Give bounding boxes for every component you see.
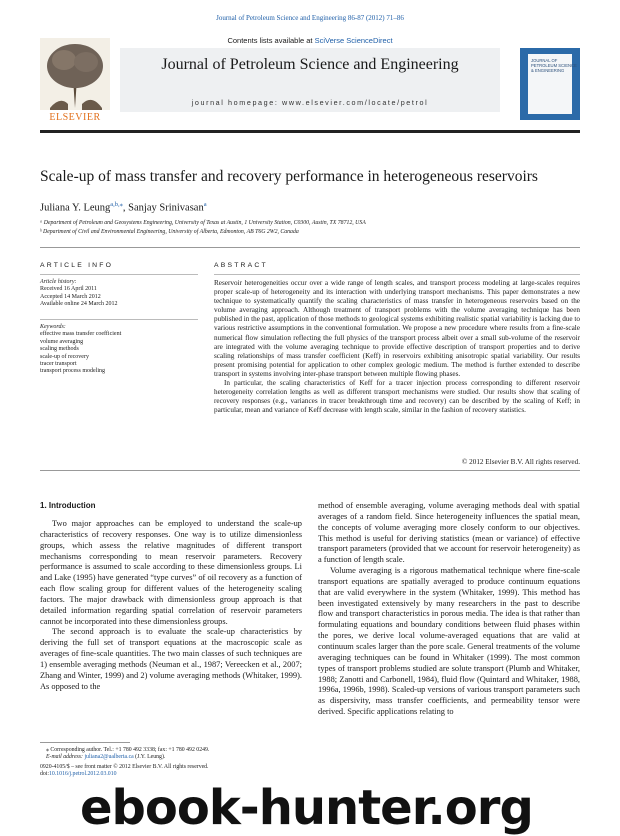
keywords-block bbox=[40, 324, 198, 376]
cover-title: JOURNAL OF PETROLEUM SCIENCE & ENGINEERING bbox=[531, 58, 577, 73]
body-paragraph: The second approach is to evaluate the scale-up characteristics by deriving the full set of transport equations at the macroscopic scale as averages of fine-scale quantities. The two main classes of such techniques are 1) ensemble averaging methods (Neuman et al., 1987; Vereecken et al., 2007; Zhang and Winter, 1999) and 2) volume averaging methods (Whitaker, 1999). As opposed to the bbox=[40, 627, 302, 691]
abstract-rule bbox=[214, 274, 580, 275]
keyword: scale-up of recovery bbox=[40, 353, 89, 360]
watermark: ebook-hunter.org bbox=[80, 780, 533, 836]
keyword: tracer transport bbox=[40, 361, 77, 368]
abstract-body bbox=[214, 279, 580, 415]
abstract-bottom-rule bbox=[40, 470, 580, 471]
section-heading: 1. Introduction bbox=[40, 501, 96, 510]
keyword: volume averaging bbox=[40, 338, 84, 345]
author-list bbox=[40, 200, 207, 214]
keywords-rule bbox=[40, 319, 198, 320]
article-info-heading: ARTICLE INFO bbox=[40, 262, 114, 269]
keyword: scaling methods bbox=[40, 346, 79, 353]
elsevier-logo bbox=[40, 38, 110, 124]
author-name[interactable]: Juliana Y. Leung bbox=[40, 202, 111, 214]
footnote bbox=[46, 747, 302, 761]
email-suffix: (J.Y. Leung). bbox=[133, 754, 166, 760]
affiliation-b: ᵇ Department of Civil and Environmental Engineering, University of Alberta, Edmonton, AB T6G 2W2, Canada bbox=[40, 229, 299, 235]
footnote-rule bbox=[40, 742, 130, 743]
article-info-rule bbox=[40, 274, 198, 275]
author-separator: , bbox=[122, 202, 129, 214]
author-name[interactable]: Sanjay Srinivasan bbox=[128, 202, 204, 214]
email-label: E-mail address: bbox=[46, 754, 85, 760]
issn-line: 0920-4105/$ – see front matter © 2012 Elsevier B.V. All rights reserved. bbox=[40, 764, 209, 770]
accepted-date: Accepted 14 March 2012 bbox=[40, 293, 101, 300]
affiliation-a: ᵃ Department of Petroleum and Geosystems Engineering, University of Texas at Austin, 1 University Station, C0300, Austin, TX 78712, USA bbox=[40, 220, 366, 226]
received-date: Received 16 April 2011 bbox=[40, 286, 97, 293]
intro-left-column bbox=[40, 519, 302, 693]
issn-doi bbox=[40, 764, 302, 778]
article-title: Scale-up of mass transfer and recovery performance in heterogeneous reservoirs bbox=[40, 168, 538, 185]
abstract-paragraph: Reservoir heterogeneities occur over a wide range of length scales, and transport process modeling at large-scales requires proper scale-up of heterogeneity and its interaction with underlying transport mechanisms. This paper demonstrates a new technique to systematically quantify the scaling characteristics of mass transfer in heterogeneous reservoirs based on the volume averaging approach. Although treatment of transport problems with the volume averaging technique has been published in the past, application of those methods to geological systems exhibiting realistic spatial variability is lacking due to various restrictive assumptions in the conventional formulation. We propose a new procedure where results from a fine-scale numerical flow simulation reflecting the full physics of the transport process albeit over a small sub-volume of the reservoir are integrated with the volume averaging technique to provide effective description of transport properties and to derive scaling relationships of mass transfer coefficient (Keff) in reservoirs exhibiting anisotropic spatial variability. Our results present promising potential for application to other complex geologic medium. The method is further extended to describe transport in systems involving inter-phase transport between multiple flowing phases. bbox=[214, 279, 580, 378]
elsevier-wordmark: ELSEVIER bbox=[49, 112, 101, 123]
article-history bbox=[40, 279, 198, 309]
journal-reference[interactable]: Journal of Petroleum Science and Engineering 86-87 (2012) 71–86 bbox=[216, 14, 404, 22]
email-link[interactable]: juliana2@ualberta.ca bbox=[84, 754, 134, 760]
journal-title: Journal of Petroleum Science and Engineering bbox=[161, 56, 459, 73]
author-affiliation-marker[interactable]: a,b,⁎ bbox=[110, 201, 123, 208]
affiliation-rule bbox=[40, 247, 580, 248]
journal-homepage[interactable]: journal homepage: www.elsevier.com/locate/petrol bbox=[191, 98, 429, 107]
history-label: Article history: bbox=[40, 279, 77, 285]
header-rule bbox=[40, 130, 580, 133]
keyword: effective mass transfer coefficient bbox=[40, 331, 122, 338]
copyright-line: © 2012 Elsevier B.V. All rights reserved. bbox=[461, 458, 580, 466]
corresponding-author-note: ⁎ Corresponding author. Tel.: +1 780 492 3338; fax: +1 780 492 0249. bbox=[46, 747, 210, 753]
journal-cover bbox=[520, 48, 580, 120]
sciencedirect-link[interactable]: SciVerse ScienceDirect bbox=[314, 36, 393, 45]
abstract-paragraph: In particular, the scaling characteristics of Keff for a tracer injection process corresponding to different reservoir heterogeneity correlation lengths as well as different transport mechanisms were studied. Our results show that scaling of recovery responses (e.g., variances in tracer breakthrough time and recovery) can be described by the scaling of Keff; in particular, mean and variance of Keff decrease with length scale, similar in the fashion of recovery statistics. bbox=[214, 379, 580, 415]
doi-link[interactable]: 10.1016/j.petrol.2012.03.010 bbox=[49, 771, 117, 777]
body-paragraph: method of ensemble averaging, volume averaging methods deal with spatial averages of a random field. Since heterogeneity influences the spatial mean, the concepts of volume averaging more closely conform to our objectives. This method is useful for deriving statistics (mean or variance) of effective transport parameters (provided that we account for reservoir heterogeneity) as a function of length scale. bbox=[318, 501, 580, 565]
keyword: transport process modeling bbox=[40, 368, 105, 375]
doi-label: doi: bbox=[40, 771, 50, 777]
online-date: Available online 24 March 2012 bbox=[40, 301, 118, 308]
body-paragraph: Two major approaches can be employed to understand the scale-up characteristics of recovery responses. One way is to utilize dimensionless groups, which assess the relative magnitudes of different transport mechanisms corresponding to mean reservoir parameters. Recovery performance is assumed to scale according to these dimensionless groups. Li and Lake (1995) have generated “type curves” of oil recovery as a function of each flow scaling group for different values of the heterogeneity scaling factors. The major drawback with dimensionless group approach is that detailed information regarding spatial correlation of reservoir parameters cannot be incorporated into these dimensionless groups. bbox=[40, 519, 302, 626]
contents-prefix: Contents lists available at bbox=[227, 36, 315, 45]
keywords-label: Keywords: bbox=[40, 324, 66, 330]
abstract-heading: ABSTRACT bbox=[214, 262, 268, 269]
author-affiliation-marker[interactable]: a bbox=[203, 201, 207, 208]
contents-line bbox=[120, 36, 500, 45]
intro-right-column bbox=[318, 501, 580, 718]
body-paragraph: Volume averaging is a rigorous mathematical technique where fine-scale transport equations are spatially averaged to produce continuum equations that are valid everywhere in the system (Whitaker, 1999). This method has been investigated extensively by many researchers in the past to describe flow and transport characteristics in porous media. The idea is that rather than formulating equations and boundary conditions between fluid phases within the pores, we derive local volume-averaged equations that are valid at continuum scales larger than the pore scale. General treatments of the volume averaging techniques can be found in Whitaker (1999). The most common types of transport problems studied are solute transport (Plumb and Whitaker, 1988; Zanotti and Carbonell, 1984), fluid flow (Quintard and Whitaker, 1988, 1996a, 1996b, 1998). Scaled-up versions of various transport parameters such as dispersivity, mass transfer coefficients, and permeability tensor were derived. Specific applications relating to bbox=[318, 566, 580, 717]
